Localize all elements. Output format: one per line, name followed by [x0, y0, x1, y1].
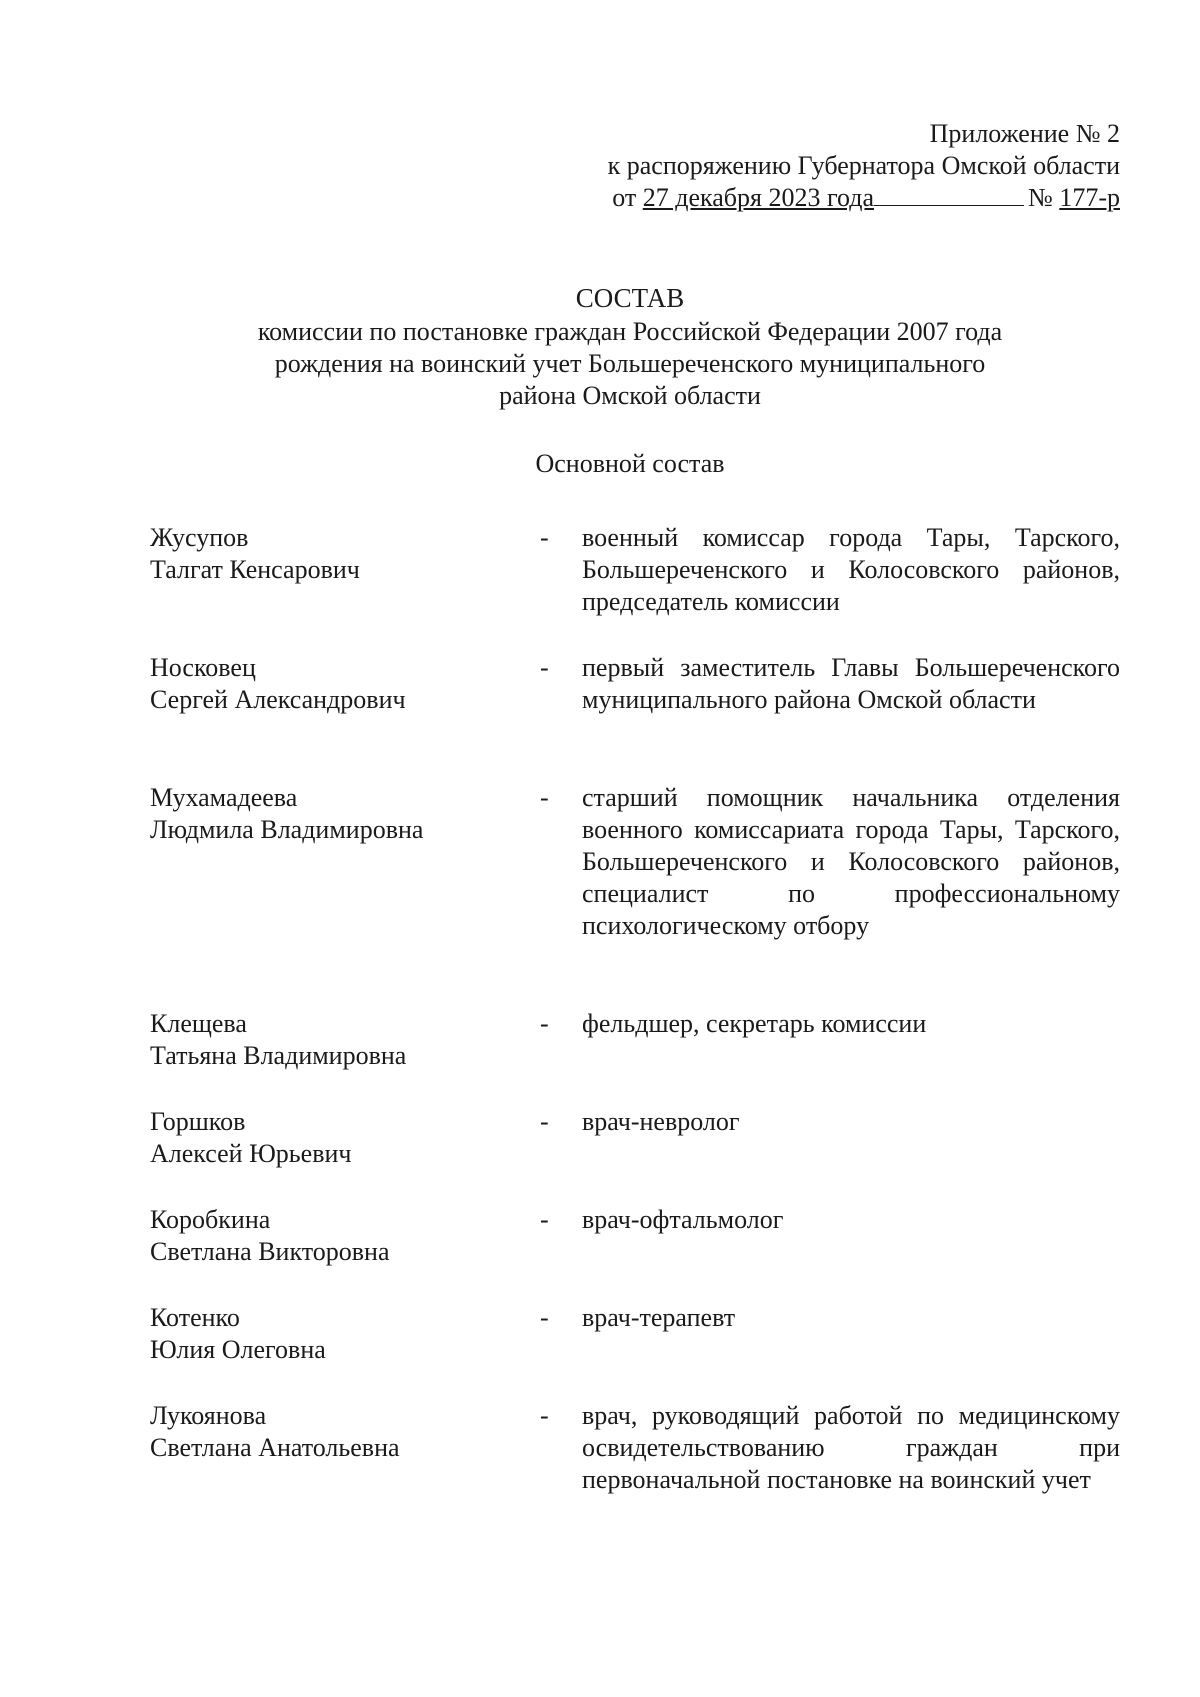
member-dash: - [540, 523, 549, 552]
member-surname: Мухамадеева [150, 783, 298, 812]
title-line-2: рождения на воинский учет Большереченского муниципального [274, 349, 986, 378]
member-name [150, 1400, 540, 1464]
appendix-header [520, 118, 1120, 214]
member-role: врач-офтальмолог [582, 1205, 784, 1234]
member-given-name: Сергей Александрович [150, 685, 406, 714]
document-title [150, 282, 1110, 412]
member-surname: Горшков [150, 1107, 246, 1136]
member-given-name: Людмила Владимировна [150, 815, 424, 844]
member-role: старший помощник начальника отделения военного комиссариата города Тары, Тарского, Большереченского и Колосовского районов, специалист по профессиональному психологическому отбору [582, 783, 1120, 940]
member-dash: - [540, 653, 549, 682]
member-name [150, 1204, 540, 1268]
member-name [150, 522, 540, 586]
date-prefix: от [612, 183, 637, 212]
member-given-name: Талгат Кенсарович [150, 555, 360, 584]
member-given-name: Татьяна Владимировна [150, 1041, 407, 1070]
member-given-name: Юлия Олеговна [150, 1335, 326, 1364]
member-name [150, 1302, 540, 1366]
document-date: 27 декабря 2023 года [642, 183, 875, 212]
member-role: врач-терапевт [582, 1303, 736, 1332]
member-dash: - [540, 783, 549, 812]
member-surname: Коробкина [150, 1205, 271, 1234]
member-name [150, 652, 540, 716]
appendix-reference: к распоряжению Губернатора Омской области [607, 151, 1120, 180]
member-surname: Лукоянова [150, 1401, 267, 1430]
appendix-number: Приложение № 2 [929, 119, 1120, 148]
member-role: врач, руководящий работой по медицинскому освидетельствованию граждан при первоначальной постановке на воинский учет [582, 1401, 1120, 1494]
member-dash: - [540, 1107, 549, 1136]
section-title: Основной состав [535, 449, 725, 478]
member-dash: - [540, 1303, 549, 1332]
document-number: 177-р [1059, 183, 1120, 212]
title-line-1: комиссии по постановке граждан Российской Федерации 2007 года [257, 317, 1003, 346]
date-underline [874, 183, 1024, 206]
member-dash: - [540, 1009, 549, 1038]
member-given-name: Алексей Юрьевич [150, 1139, 352, 1168]
title-line-3: района Омской области [499, 381, 761, 410]
member-dash: - [540, 1205, 549, 1234]
member-given-name: Светлана Викторовна [150, 1237, 390, 1266]
member-name [150, 782, 540, 846]
title-main: СОСТАВ [575, 283, 685, 313]
member-surname: Котенко [150, 1303, 240, 1332]
member-role: военный комиссар города Тары, Тарского, Большереченского и Колосовского районов, председатель комиссии [582, 523, 1120, 616]
member-surname: Клещева [150, 1009, 247, 1038]
member-given-name: Светлана Анатольевна [150, 1433, 400, 1462]
member-role: первый заместитель Главы Большереченского муниципального района Омской области [582, 653, 1120, 714]
member-surname: Носковец [150, 653, 256, 682]
member-dash: - [540, 1401, 549, 1430]
member-role: фельдшер, секретарь комиссии [582, 1009, 927, 1038]
member-surname: Жусупов [150, 523, 249, 552]
number-label: № [1028, 183, 1053, 212]
appendix-date-line [520, 182, 1120, 214]
member-role: врач-невролог [582, 1107, 740, 1136]
member-name [150, 1106, 540, 1170]
member-name [150, 1008, 540, 1072]
